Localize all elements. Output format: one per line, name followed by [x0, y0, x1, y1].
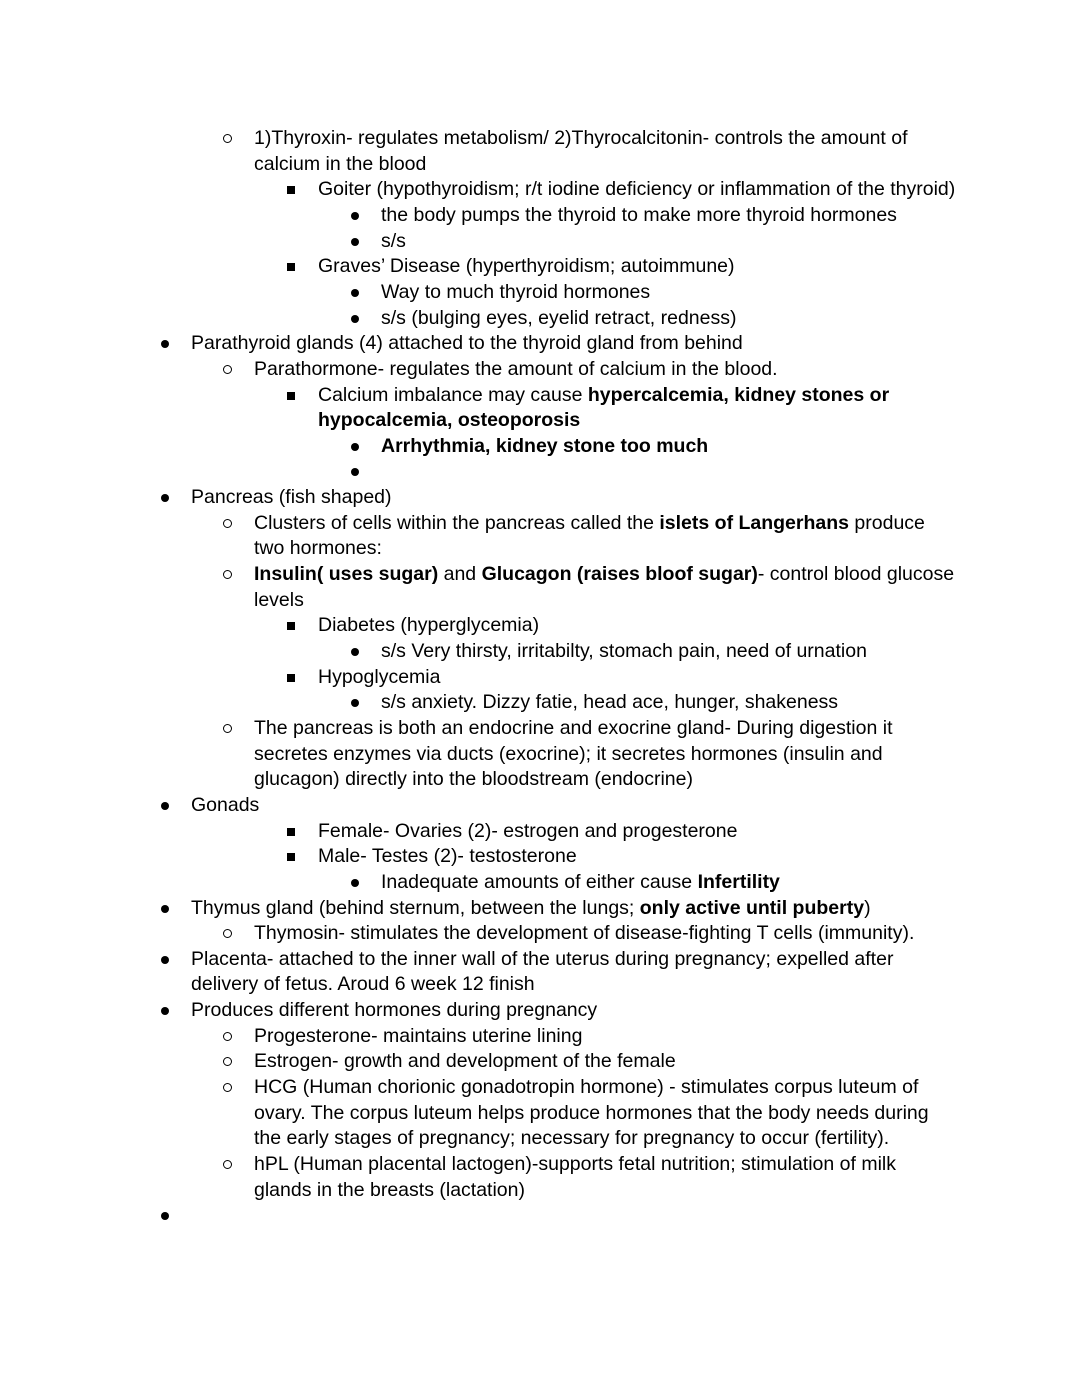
bullet-circle-icon [213, 1075, 243, 1101]
text-segment: glucagon) directly into the bloodstream (endocrine) [254, 768, 693, 791]
bullet-square-icon [277, 819, 307, 845]
text-segment: Diabetes (hyperglycemia) [318, 614, 540, 637]
bold-text: only active until puberty [639, 896, 865, 919]
text-line [381, 229, 406, 255]
bold-text: Insulin( uses sugar) [254, 563, 439, 586]
text-line [254, 1049, 676, 1075]
text-segment: and [438, 563, 482, 586]
text-line [254, 357, 778, 383]
text-segment: Female- Ovaries (2)- estrogen and progesterone [318, 819, 738, 842]
bullet-circle-icon [213, 562, 243, 588]
text-line [191, 972, 535, 998]
bullet-disc-icon [150, 896, 180, 922]
text-segment: the body pumps the thyroid to make more thyroid hormones [381, 203, 897, 226]
text-line [318, 844, 577, 870]
text-line [254, 1152, 896, 1178]
text-line [318, 613, 539, 639]
text-line [381, 203, 897, 229]
bullet-disc-icon [150, 331, 180, 357]
text-line [381, 434, 708, 460]
bullet-disc-icon [340, 690, 370, 716]
bullet-disc-icon [150, 485, 180, 511]
bullet-disc-icon [340, 203, 370, 229]
text-segment: ) [864, 896, 871, 919]
bullet-square-icon [277, 254, 307, 280]
bullet-circle-icon [213, 511, 243, 537]
text-segment: 1)Thyroxin- regulates metabolism/ 2)Thyrocalcitonin- controls the amount of [254, 127, 908, 149]
bullet-disc-icon [150, 998, 180, 1024]
text-line [191, 793, 259, 819]
bold-text: Glucagon (raises bloof sugar) [481, 563, 758, 586]
bullet-disc-icon [340, 870, 370, 896]
text-line [254, 921, 914, 947]
text-line [191, 947, 893, 973]
bullet-square-icon [277, 844, 307, 870]
text-segment: s/s (bulging eyes, eyelid retract, redness) [381, 306, 737, 329]
bold-text: Infertility [697, 870, 780, 893]
text-segment: levels [254, 588, 304, 611]
text-line [254, 767, 693, 793]
bullet-circle-icon [213, 1152, 243, 1178]
text-segment: s/s [381, 229, 406, 252]
bold-text: islets of Langerhans [659, 511, 850, 534]
bullet-disc-icon [340, 459, 370, 485]
text-line [318, 819, 737, 845]
bullet-circle-icon [213, 357, 243, 383]
text-segment: calcium in the blood [254, 152, 427, 175]
bullet-square-icon [277, 613, 307, 639]
text-line [191, 998, 597, 1024]
bullet-circle-icon [213, 1049, 243, 1075]
text-segment: secretes enzymes via ducts (exocrine); it secretes hormones (insulin and [254, 742, 883, 765]
text-segment: Goiter (hypothyroidism; r/t iodine deficiency or inflammation of the thyroid) [318, 178, 956, 201]
text-segment: Inadequate amounts of either cause [381, 870, 698, 893]
text-line [254, 1178, 525, 1204]
bullet-disc-icon [340, 434, 370, 460]
bullet-circle-icon [213, 716, 243, 742]
bullet-square-icon [277, 383, 307, 409]
bold-text: Arrhythmia, kidney stone too much [381, 434, 709, 457]
text-segment: hPL (Human placental lactogen)-supports fetal nutrition; stimulation of milk [254, 1153, 897, 1175]
text-segment: Pancreas (fish shaped) [191, 486, 392, 509]
text-segment: glands in the breasts (lactation) [254, 1178, 525, 1201]
text-line [318, 254, 735, 280]
text-segment: Clusters of cells within the pancreas called the [254, 511, 660, 534]
text-line [381, 870, 780, 896]
text-segment: - control blood glucose [757, 563, 955, 586]
text-segment: Hypoglycemia [318, 665, 441, 688]
text-segment: Male- Testes (2)- testosterone [318, 845, 577, 868]
bold-text: hypocalcemia, osteoporosis [318, 409, 581, 432]
text-line [254, 742, 883, 768]
text-segment: Parathyroid glands (4) attached to the thyroid gland from behind [191, 332, 743, 355]
text-line [318, 383, 889, 409]
text-line [254, 1075, 918, 1101]
text-line [254, 1101, 929, 1127]
text-segment: Gonads [191, 793, 260, 816]
text-segment: produce [849, 511, 925, 534]
text-segment: Estrogen- growth and development of the female [254, 1050, 676, 1073]
text-segment: Calcium imbalance may cause [318, 383, 588, 406]
text-line [191, 896, 871, 922]
text-line [254, 716, 892, 742]
text-segment: s/s Very thirsty, irritabilty, stomach pain, need of urnation [381, 640, 867, 662]
text-line [254, 536, 382, 562]
text-line [191, 485, 392, 511]
text-line [254, 1126, 889, 1152]
bullet-disc-icon [340, 229, 370, 255]
text-segment: ovary. The corpus luteum helps produce hormones that the body needs during [254, 1101, 929, 1124]
text-segment: the early stages of pregnancy; necessary for pregnancy to occur (fertility). [254, 1127, 890, 1150]
text-line [318, 408, 580, 434]
text-segment: Produces different hormones during pregnancy [191, 999, 598, 1022]
text-line [254, 562, 954, 588]
text-segment: Thymus gland (behind sternum, between the lungs; [191, 896, 640, 919]
bullet-square-icon [277, 665, 307, 691]
bullet-circle-icon [213, 1024, 243, 1050]
bullet-square-icon [277, 177, 307, 203]
text-line [381, 690, 838, 716]
text-line [254, 1024, 582, 1050]
text-segment: Placenta- attached to the inner wall of the uterus during pregnancy; expelled after [191, 947, 894, 970]
bullet-circle-icon [213, 921, 243, 947]
text-line [191, 331, 743, 357]
bullet-disc-icon [150, 1203, 180, 1229]
text-line [381, 639, 867, 665]
text-line [254, 588, 304, 614]
text-segment: Thymosin- stimulates the development of disease-fighting T cells (immunity). [254, 922, 915, 945]
text-line [318, 177, 955, 203]
bullet-disc-icon [150, 947, 180, 973]
text-segment: Way to much thyroid hormones [381, 280, 651, 303]
text-segment: The pancreas is both an endocrine and exocrine gland- During digestion it [254, 716, 893, 739]
text-segment: Graves’ Disease (hyperthyroidism; autoimmune) [318, 255, 735, 278]
text-segment: two hormones: [254, 537, 382, 560]
bullet-disc-icon [340, 280, 370, 306]
text-line [254, 511, 925, 537]
text-segment: Progesterone- maintains uterine lining [254, 1024, 583, 1047]
bullet-disc-icon [340, 306, 370, 332]
text-segment: delivery of fetus. Aroud 6 week 12 finish [191, 973, 535, 996]
text-line [254, 126, 908, 152]
text-line [254, 152, 426, 178]
bullet-disc-icon [150, 793, 180, 819]
text-line [381, 306, 737, 332]
bullet-disc-icon [340, 639, 370, 665]
text-segment: s/s anxiety. Dizzy fatie, head ace, hunger, shakeness [381, 691, 839, 714]
bold-text: hypercalcemia, kidney stones or [587, 383, 890, 406]
text-line [381, 280, 650, 306]
bullet-circle-icon [213, 126, 243, 152]
text-segment: HCG (Human chorionic gonadotropin hormone) - stimulates corpus luteum of [254, 1076, 919, 1099]
text-segment: Parathormone- regulates the amount of calcium in the blood. [254, 357, 778, 380]
text-line [318, 665, 440, 691]
